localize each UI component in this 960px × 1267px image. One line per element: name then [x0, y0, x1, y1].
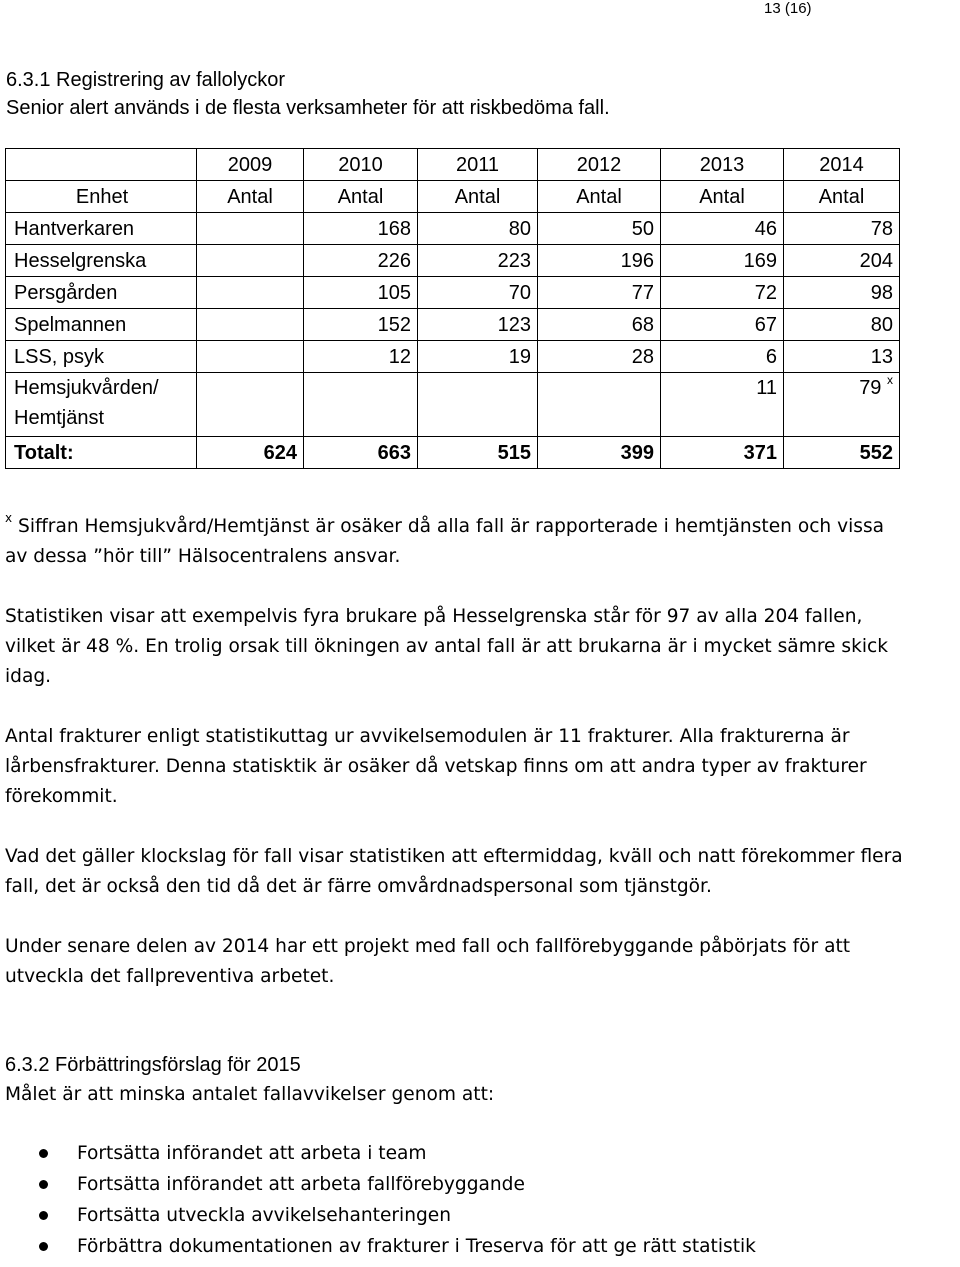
unit-cell: LSS, psyk	[6, 341, 197, 373]
paragraph-line: utveckla det fallpreventiva arbetet.	[5, 966, 335, 987]
value-cell: 13	[784, 341, 900, 373]
table-corner	[6, 149, 197, 181]
list-item-text: Fortsätta införandet att arbeta fallförebyggande	[77, 1174, 525, 1195]
measure-header: Antal	[304, 181, 418, 213]
value-cell: 6	[661, 341, 784, 373]
list-item	[5, 1169, 957, 1200]
paragraph-statistics	[5, 602, 957, 692]
unit-cell	[6, 373, 197, 437]
unit-header: Enhet	[6, 181, 197, 213]
section-title: 6.3.1 Registrering av fallolyckor	[6, 69, 286, 91]
total-cell: 552	[784, 437, 900, 469]
value-cell: 105	[304, 277, 418, 309]
unit-line: Hemsjukvården/	[14, 377, 159, 399]
footnote-line: Siffran Hemsjukvård/Hemtjänst är osäker då alla fall är rapporterade i hemtjänsten och vissa	[12, 516, 885, 537]
value-cell	[304, 373, 418, 437]
year-header: 2012	[538, 149, 661, 181]
value-cell: 80	[784, 309, 900, 341]
paragraph-line: Statistiken visar att exempelvis fyra brukare på Hesselgrenska står för 97 av alla 204 fallen,	[5, 606, 863, 627]
paragraph-line: Under senare delen av 2014 har ett projekt med fall och fallförebyggande påbörjats för att	[5, 936, 851, 957]
value-cell: 19	[418, 341, 538, 373]
section-intro: Senior alert används i de flesta verksamheter för att riskbedöma fall.	[6, 97, 610, 119]
unit-cell: Hesselgrenska	[6, 245, 197, 277]
table-total-row	[6, 437, 900, 469]
value-cell: 77	[538, 277, 661, 309]
bullet-icon	[39, 1211, 48, 1220]
list-item-text: Fortsätta införandet att arbeta i team	[77, 1143, 427, 1164]
year-header: 2013	[661, 149, 784, 181]
footnote	[5, 512, 957, 572]
value-cell: 50	[538, 213, 661, 245]
value-cell: 123	[418, 309, 538, 341]
table-row	[6, 245, 900, 277]
section-2-intro: Målet är att minska antalet fallavvikelser genom att:	[5, 1084, 495, 1105]
paragraph-time-of-day	[5, 842, 957, 902]
footnote-line: av dessa ”hör till” Hälsocentralens ansvar.	[5, 546, 401, 567]
value-cell: 98	[784, 277, 900, 309]
value-cell	[197, 309, 304, 341]
list-item-text: Förbättra dokumentationen av frakturer i Treserva för att ge rätt statistik	[77, 1236, 756, 1257]
section-2-title: 6.3.2 Förbättringsförslag för 2015	[5, 1054, 301, 1076]
paragraph-line: Antal frakturer enligt statistikuttag ur avvikelsemodulen är 11 frakturer. Alla frakturerna är	[5, 726, 850, 747]
section-header	[6, 66, 610, 122]
year-header: 2011	[418, 149, 538, 181]
value-cell: 70	[418, 277, 538, 309]
total-label: Totalt:	[6, 437, 197, 469]
value-cell: 196	[538, 245, 661, 277]
body-text	[5, 512, 957, 1262]
list-item	[5, 1231, 957, 1262]
paragraph-line: förekommit.	[5, 786, 118, 807]
paragraph-line: vilket är 48 %. En trolig orsak till ökningen av antal fall är att brukarna är i mycket sämre skick	[5, 636, 889, 657]
year-header: 2010	[304, 149, 418, 181]
paragraph-project	[5, 932, 957, 992]
year-header: 2009	[197, 149, 304, 181]
value-cell: 204	[784, 245, 900, 277]
value-cell: 169	[661, 245, 784, 277]
total-cell: 624	[197, 437, 304, 469]
table-row	[6, 213, 900, 245]
value-cell	[197, 341, 304, 373]
value-cell	[784, 373, 900, 437]
value-cell: 12	[304, 341, 418, 373]
bullet-icon	[39, 1149, 48, 1158]
unit-cell: Persgården	[6, 277, 197, 309]
list-item-text: Fortsätta utveckla avvikelsehanteringen	[77, 1205, 452, 1226]
value-cell: 152	[304, 309, 418, 341]
list-item	[5, 1200, 957, 1231]
total-cell: 399	[538, 437, 661, 469]
table-row	[6, 277, 900, 309]
paragraph-fractures	[5, 722, 957, 812]
measure-header: Antal	[784, 181, 900, 213]
unit-line: Hemtjänst	[14, 407, 105, 429]
value-cell	[197, 245, 304, 277]
improvement-list	[5, 1138, 957, 1262]
measure-header: Antal	[197, 181, 304, 213]
paragraph-line: lårbensfrakturer. Denna statisktik är osäker då vetskap finns om att andra typer av frakturer	[5, 756, 867, 777]
value-cell: 11	[661, 373, 784, 437]
total-cell: 663	[304, 437, 418, 469]
footnote-mark: x	[5, 511, 13, 525]
value-cell: 72	[661, 277, 784, 309]
measure-header: Antal	[418, 181, 538, 213]
table-measure-row	[6, 181, 900, 213]
table-row	[6, 309, 900, 341]
measure-header: Antal	[538, 181, 661, 213]
value-cell	[538, 373, 661, 437]
value-cell: 80	[418, 213, 538, 245]
value-cell	[197, 373, 304, 437]
value-cell: 226	[304, 245, 418, 277]
footnote-mark: x	[887, 373, 893, 387]
unit-cell: Spelmannen	[6, 309, 197, 341]
bullet-icon	[39, 1180, 48, 1189]
bullet-icon	[39, 1242, 48, 1251]
table-row	[6, 373, 900, 437]
list-item	[5, 1138, 957, 1169]
paragraph-line: fall, det är också den tid då det är färre omvårdnadspersonal som tjänstgör.	[5, 876, 712, 897]
value-text: 79	[859, 377, 882, 399]
value-cell: 168	[304, 213, 418, 245]
value-cell: 223	[418, 245, 538, 277]
table-row	[6, 341, 900, 373]
year-header: 2014	[784, 149, 900, 181]
falls-table	[5, 148, 900, 469]
total-cell: 515	[418, 437, 538, 469]
value-cell	[197, 213, 304, 245]
value-cell: 67	[661, 309, 784, 341]
measure-header: Antal	[661, 181, 784, 213]
total-cell: 371	[661, 437, 784, 469]
value-cell	[197, 277, 304, 309]
table-year-row	[6, 149, 900, 181]
value-cell: 28	[538, 341, 661, 373]
page-number: 13 (16)	[764, 0, 812, 17]
value-cell: 68	[538, 309, 661, 341]
paragraph-line: idag.	[5, 666, 52, 687]
unit-cell: Hantverkaren	[6, 213, 197, 245]
value-cell: 78	[784, 213, 900, 245]
paragraph-line: Vad det gäller klockslag för fall visar statistiken att eftermiddag, kväll och natt förekommer flera	[5, 846, 903, 867]
value-cell: 46	[661, 213, 784, 245]
value-cell	[418, 373, 538, 437]
